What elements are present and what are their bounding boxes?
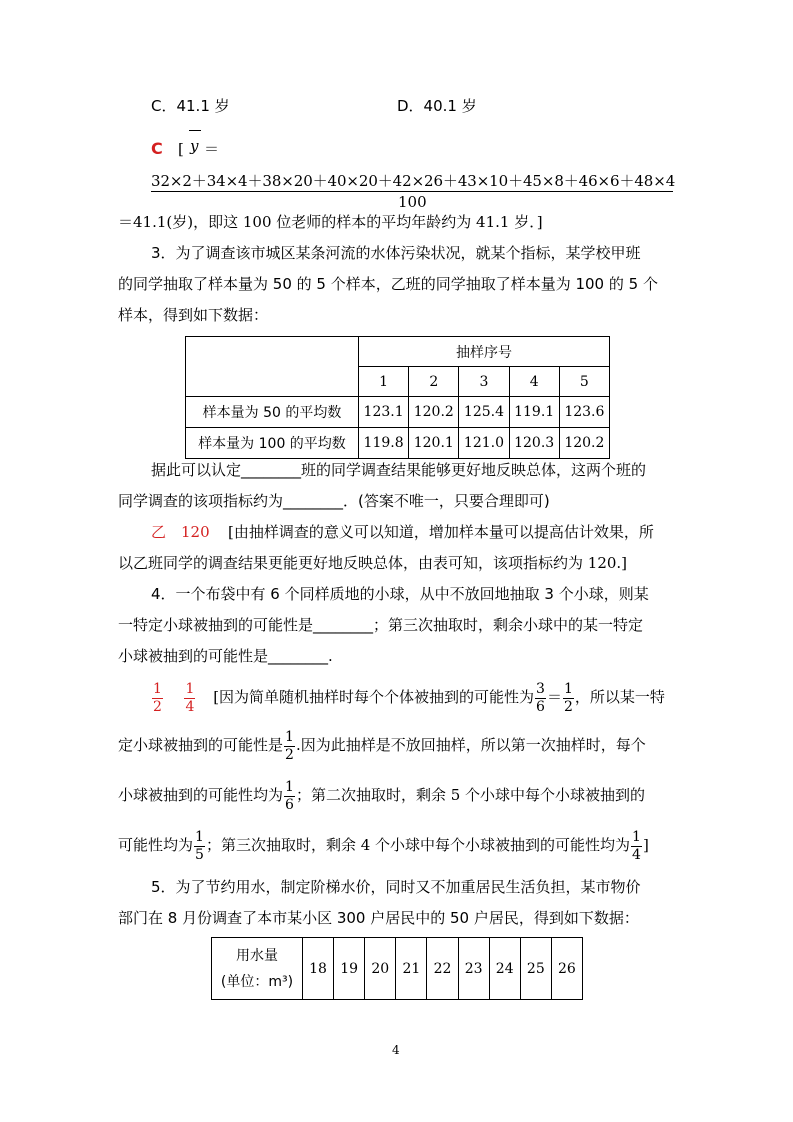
q3-explanation-2: 以乙班同学的调查结果更能更好地反映总体，由表可知，该项指标约为 120.] xyxy=(118,554,628,572)
table-row xyxy=(186,397,610,428)
sample-mean-table xyxy=(185,336,610,459)
q4-explanation-1: $\frac{1}{2}$ $\frac{1}{4}$ [因为简单随机抽样时每个个体被抽到的可能性为 $\frac{3}{6}$ ＝ $\frac{1}{2}$ ，所以某一特 xyxy=(153,680,665,715)
bracket-open: [ xyxy=(178,140,184,158)
option-d: D．40.1 岁 xyxy=(397,97,477,115)
mean-result: ＝41.1(岁)，即这 100 位老师的样本的平均年龄约为 41.1 岁．] xyxy=(118,213,543,231)
q3-line1: 3．为了调查该市城区某条河流的水体污染状况，就某个指标，某学校甲班 xyxy=(151,244,641,262)
fraction-1-2: $\frac{1}{2}$ xyxy=(285,728,294,763)
table-cell: 23 xyxy=(458,938,489,1000)
q5-line1: 5．为了节约用水，制定阶梯水价，同时又不加重居民生活负担，某市物价 xyxy=(151,878,641,896)
column-header: 2 xyxy=(409,367,459,397)
q3-line2: 的同学抽取了样本量为 50 的 5 个样本，乙班的同学抽取了样本量为 100 的 5 个 xyxy=(118,275,658,293)
table-cell: 120.1 xyxy=(409,428,459,459)
table-cell: 123.1 xyxy=(359,397,409,428)
option-c: C．41.1 岁 xyxy=(151,97,230,115)
column-header: 3 xyxy=(459,367,509,397)
table-cell: 120.3 xyxy=(509,428,559,459)
table-cell: 26 xyxy=(551,938,582,1000)
fraction-1-6: $\frac{1}{6}$ xyxy=(285,778,294,813)
page-number: 4 xyxy=(392,1043,400,1057)
usage-label-unit: (单位：m³) xyxy=(220,973,294,990)
usage-label-cell xyxy=(212,938,303,1000)
table-row xyxy=(186,428,610,459)
ybar-overline xyxy=(189,130,201,131)
table-cell: 25 xyxy=(520,938,551,1000)
q4-explanation-3: 小球被抽到的可能性均为 $\frac{1}{6}$ ；第二次抽取时，剩余 5 个小球中每个小球被抽到的 xyxy=(118,778,646,813)
q4-line3: 小球被抽到的可能性是________. xyxy=(118,647,333,665)
q3-explanation-1: [由抽样调查的意义可以知道，增加样本量可以提高估计效果，所 xyxy=(228,523,654,541)
column-header: 5 xyxy=(559,367,609,397)
water-usage-table xyxy=(211,937,583,1000)
q3-line3: 样本，得到如下数据： xyxy=(118,306,269,324)
row-label: 样本量为 100 的平均数 xyxy=(186,428,359,459)
row-label: 样本量为 50 的平均数 xyxy=(186,397,359,428)
mean-numerator: 32×2＋34×4＋38×20＋40×20＋42×26＋43×10＋45×8＋46×6＋48×4 xyxy=(151,172,676,190)
table-cell: 24 xyxy=(489,938,520,1000)
answer-fraction-1: $\frac{1}{2}$ xyxy=(153,680,162,715)
table-cell: 19 xyxy=(334,938,365,1000)
mean-denominator: 100 xyxy=(398,193,427,211)
table-cell: 119.8 xyxy=(359,428,409,459)
q4-explanation-4: 可能性均为 $\frac{1}{5}$ ；第三次抽取时，剩余 4 个小球中每个小球被抽到的可能性均为 $\frac{1}{4}$ ] xyxy=(118,828,649,863)
table-cell: 120.2 xyxy=(559,428,609,459)
table-group-header: 抽样序号 xyxy=(359,337,610,367)
q5-line2: 部门在 8 月份调查了本市某小区 300 户居民中的 50 户居民，得到如下数据： xyxy=(118,909,639,927)
ybar-symbol: y xyxy=(190,137,199,155)
equals-sign: ＝ xyxy=(204,140,220,158)
table-cell: 20 xyxy=(365,938,396,1000)
column-header: 4 xyxy=(509,367,559,397)
fraction-1-4: $\frac{1}{4}$ xyxy=(632,828,641,863)
q3-after2: 同学调查的该项指标约为________．(答案不唯一，只要合理即可) xyxy=(118,492,550,510)
table-cell: 22 xyxy=(427,938,458,1000)
usage-label-top: 用水量 xyxy=(236,947,278,964)
fraction-3-6: $\frac{3}{6}$ xyxy=(536,680,545,715)
table-cell: 121.0 xyxy=(459,428,509,459)
table-cell: 119.1 xyxy=(509,397,559,428)
table-cell: 21 xyxy=(396,938,427,1000)
answer-fraction-2: $\frac{1}{4}$ xyxy=(185,680,195,715)
column-header: 1 xyxy=(359,367,409,397)
table-corner-cell xyxy=(186,337,359,397)
table-cell: 120.2 xyxy=(409,397,459,428)
answer-c: C xyxy=(151,139,163,158)
q3-after1: 据此可以认定________班的同学调查结果能够更好地反映总体，这两个班的 xyxy=(151,461,647,479)
table-cell: 123.6 xyxy=(559,397,609,428)
q4-line2: 一特定小球被抽到的可能性是________；第三次抽取时，剩余小球中的某一特定 xyxy=(118,616,644,634)
fraction-1-5: $\frac{1}{5}$ xyxy=(195,828,204,863)
q3-answer: 乙 120 xyxy=(151,523,210,541)
q4-explanation-2: 定小球被抽到的可能性是 $\frac{1}{2}$ .因为此抽样是不放回抽样，所以第一次抽样时，每个 xyxy=(118,728,646,763)
q4-line1: 4．一个布袋中有 6 个同样质地的小球，从中不放回地抽取 3 个小球，则某 xyxy=(151,585,649,603)
table-cell: 18 xyxy=(303,938,334,1000)
fraction-1-2: $\frac{1}{2}$ xyxy=(563,680,573,715)
table-cell: 125.4 xyxy=(459,397,509,428)
